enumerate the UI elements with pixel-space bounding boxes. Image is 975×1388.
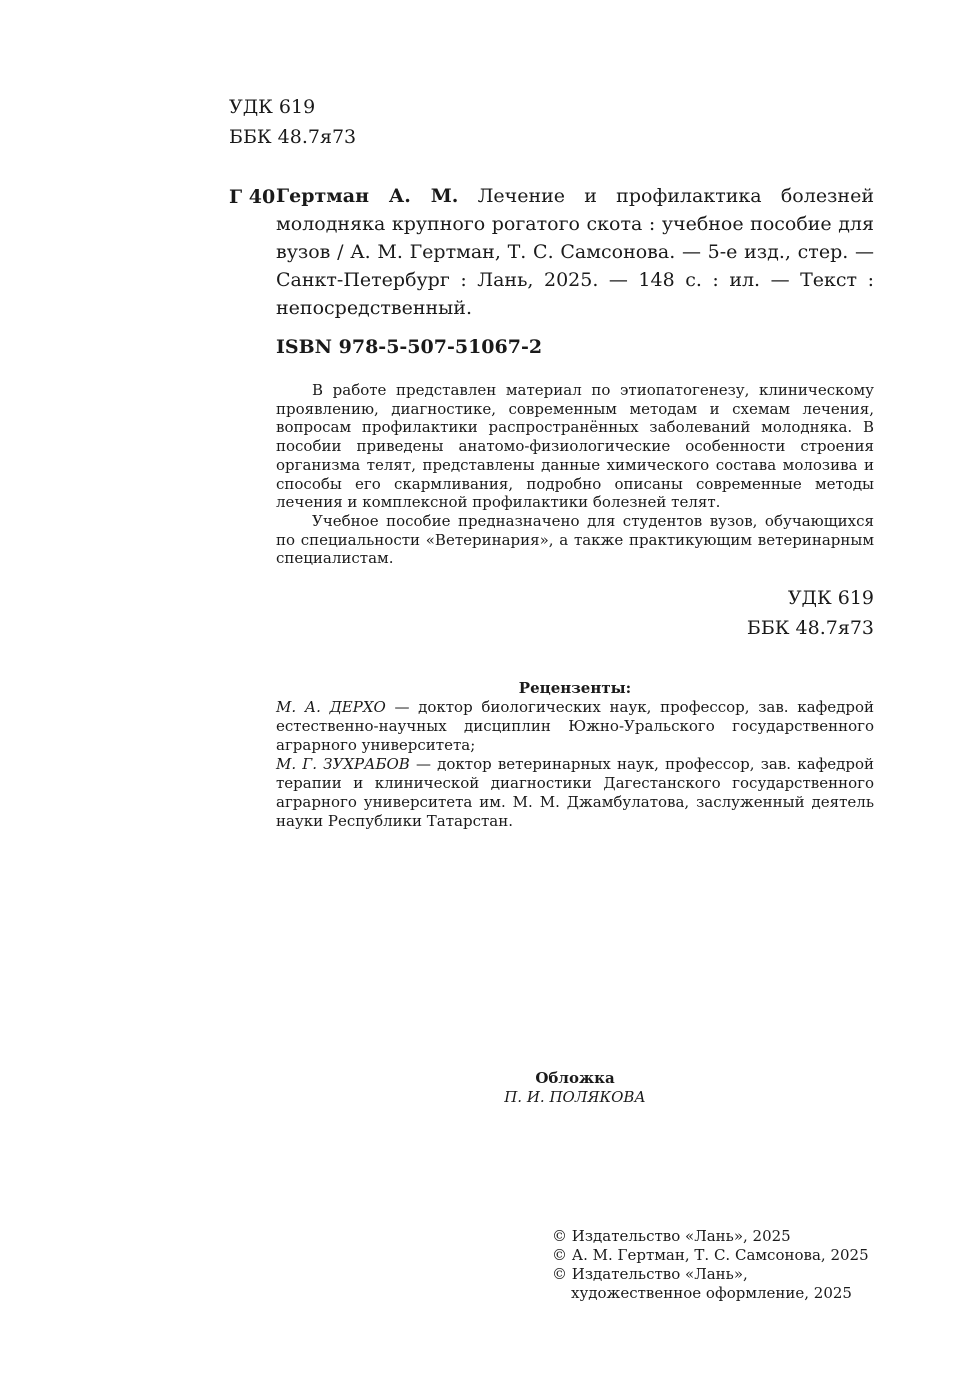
copyright-line: © А. М. Гертман, Т. С. Самсонова, 2025 xyxy=(552,1246,869,1264)
reviewer-entry xyxy=(276,755,874,831)
bibliographic-description: Лечение и профилактика болезней молодняка крупного рогатого скота : учебное пособие для вузов / А. М. Гертман, Т. С. Самсонова. — 5-е изд., стер. — Санкт-Петербург : Лань, 2025. — 148 с. : ил. — Текст : непосредственный. xyxy=(276,185,874,319)
copyright-line: художественное оформление, 2025 xyxy=(571,1284,852,1302)
author-sign: Г 40 xyxy=(229,186,276,208)
abstract-paragraph: Учебное пособие предназначено для студентов вузов, обучающихся по специальности «Ветеринария», а также практикующим ветеринарным специалистам. xyxy=(276,511,874,568)
copyright-block xyxy=(552,1227,869,1303)
reviewer-name: М. А. ДЕРХО xyxy=(276,698,386,716)
bbk-code: ББК 48.7я73 xyxy=(746,617,874,639)
author-lead: Гертман А. М. xyxy=(276,185,459,207)
bibliographic-entry xyxy=(276,182,874,322)
reviewers-block xyxy=(276,679,874,831)
udk-code: УДК 619 xyxy=(229,96,316,118)
cover-credit xyxy=(276,1069,874,1107)
reviewer-credentials: — доктор биологических наук, профессор, зав. кафедрой естественно-научных дисциплин Южно-Уральского государственного аграрного университета; xyxy=(276,698,874,754)
classification-footer xyxy=(747,583,874,643)
classification-header xyxy=(229,92,356,152)
abstract xyxy=(276,381,874,568)
udk-code: УДК 619 xyxy=(787,587,874,609)
copyright-line: © Издательство «Лань», xyxy=(552,1265,748,1283)
reviewer-name: М. Г. ЗУХРАБОВ xyxy=(276,755,410,773)
reviewer-credentials: — доктор ветеринарных наук, профессор, зав. кафедрой терапии и клинической диагностики Дагестанского государственного аграрного университета им. М. М. Джамбулатова, заслуженный деятель науки Республики Татарстан. xyxy=(276,755,875,830)
reviewer-entry xyxy=(276,698,874,755)
bbk-code: ББК 48.7я73 xyxy=(229,126,357,148)
cover-designer: П. И. ПОЛЯКОВА xyxy=(504,1088,646,1106)
abstract-paragraph: В работе представлен материал по этиопатогенезу, клиническому проявлению, диагностике, современным методам и схемам лечения, вопросам профилактики распространённых заболеваний молодняка. В пособии приведены анатомо-физиологические особенности строения организма телят, представлены данные химического состава молозива и способы его скармливания, подробно описаны современные методы лечения и комплексной профилактики болезней телят. xyxy=(276,381,874,512)
isbn: ISBN 978-5-507-51067-2 xyxy=(276,336,543,358)
copyright-line: © Издательство «Лань», 2025 xyxy=(552,1227,791,1245)
cover-title: Обложка xyxy=(535,1069,615,1087)
reviewers-title: Рецензенты: xyxy=(518,679,632,697)
